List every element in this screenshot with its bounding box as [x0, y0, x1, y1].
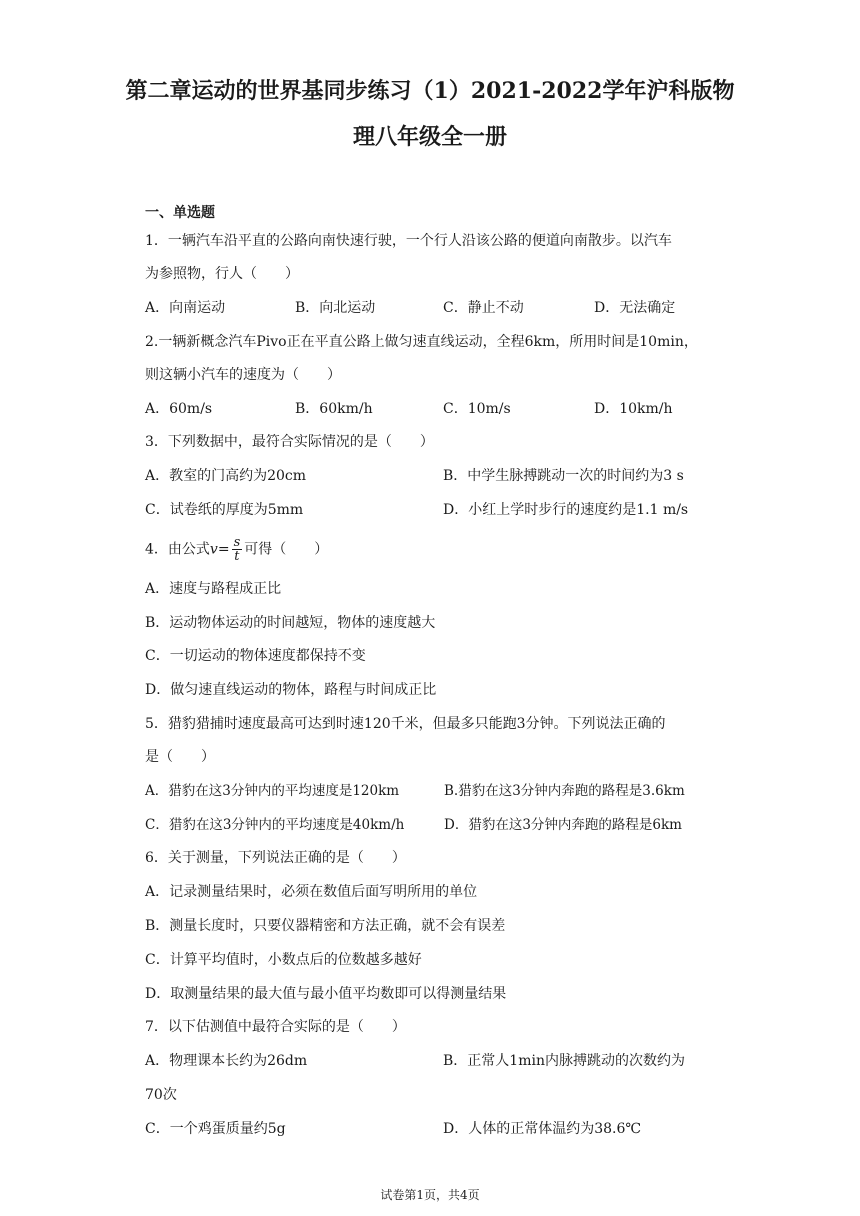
question-7-option-b: B．正常人1min内脉搏跳动的次数约为	[443, 1053, 685, 1069]
question-6-option-b: B．测量长度时，只要仪器精密和方法正确，就不会有误差	[145, 918, 506, 934]
question-3-option-b: B．中学生脉搏跳动一次的时间约为3 s	[443, 468, 684, 484]
question-5-option-a: A．猎豹在这3分钟内的平均速度是120km	[145, 783, 400, 799]
question-2-option-d: D．10km/h	[594, 401, 673, 417]
question-3-option-a: A．教室的门高约为20cm	[145, 468, 307, 484]
question-4-stem	[145, 536, 328, 563]
question-6-option-d: D．取测量结果的最大值与最小值平均数即可以得测量结果	[145, 986, 507, 1002]
question-4-prefix: 4．由公式	[145, 541, 210, 558]
question-7-option-a: A．物理课本长约为26dm	[145, 1053, 308, 1069]
section-heading: 一、单选题	[145, 205, 215, 221]
question-5-line-1: 5．猎豹猎捕时速度最高可达到时速120千米，但最多只能跑3分钟。下列说法正确的	[145, 716, 666, 732]
question-7-option-b-continued: 70次	[145, 1087, 177, 1103]
question-7-option-d: D．人体的正常体温约为38.6℃	[443, 1121, 642, 1137]
question-1-line-1: 1．一辆汽车沿平直的公路向南快速行驶，一个行人沿该公路的便道向南散步。以汽车	[145, 233, 672, 249]
formula-velocity-symbol: v	[209, 541, 218, 558]
question-4-option-c: C．一切运动的物体速度都保持不变	[145, 648, 366, 664]
question-7-option-c: C．一个鸡蛋质量约5g	[145, 1121, 286, 1137]
question-1-option-b: B．向北运动	[295, 300, 376, 316]
document-title-line-2: 理八年级全一册	[352, 124, 507, 150]
question-2-line-2: 则这辆小汽车的速度为（ ）	[145, 367, 341, 383]
question-6-option-a: A．记录测量结果时，必须在数值后面写明所用的单位	[145, 884, 478, 900]
page-footer: 试卷第1页，共4页	[380, 1188, 480, 1202]
formula-denominator: t	[234, 549, 240, 564]
question-4-option-d: D．做匀速直线运动的物体，路程与时间成正比	[145, 682, 437, 698]
formula-fraction	[232, 536, 243, 563]
question-5-option-b: B.猎豹在这3分钟内奔跑的路程是3.6km	[444, 783, 685, 799]
document-title-line-1: 第二章运动的世界基同步练习（1）2021-2022学年沪科版物	[125, 78, 735, 104]
formula-numerator: s	[233, 535, 241, 550]
question-5-option-d: D．猎豹在这3分钟内奔跑的路程是6km	[444, 817, 682, 833]
question-2-option-b: B．60km/h	[295, 401, 373, 417]
question-2-option-c: C．10m/s	[443, 401, 511, 417]
question-3-option-c: C．试卷纸的厚度为5mm	[145, 502, 304, 518]
question-3-option-d: D．小红上学时步行的速度约是1.1 m/s	[443, 502, 689, 518]
question-2-line-1: 2.一辆新概念汽车Pivo正在平直公路上做匀速直线运动，全程6km，所用时间是10min，	[145, 334, 698, 350]
question-1-option-a: A．向南运动	[145, 300, 226, 316]
question-4-option-a: A．速度与路程成正比	[145, 581, 282, 597]
question-5-line-2: 是（ ）	[145, 749, 215, 765]
question-4-suffix: 可得（ ）	[244, 541, 329, 558]
question-6-line-1: 6．关于测量，下列说法正确的是（ ）	[145, 850, 406, 866]
question-1-line-2: 为参照物，行人（ ）	[145, 266, 299, 282]
formula-equals: =	[217, 541, 230, 558]
question-5-option-c: C．猎豹在这3分钟内的平均速度是40km/h	[145, 817, 405, 833]
question-3-line-1: 3．下列数据中，最符合实际情况的是（ ）	[145, 434, 434, 450]
question-4-option-b: B．运动物体运动的时间越短，物体的速度越大	[145, 615, 436, 631]
question-7-line-1: 7．以下估测值中最符合实际的是（ ）	[145, 1019, 406, 1035]
question-1-option-c: C．静止不动	[443, 300, 524, 316]
question-2-option-a: A．60m/s	[145, 401, 213, 417]
question-6-option-c: C．计算平均值时，小数点后的位数越多越好	[145, 952, 422, 968]
question-1-option-d: D．无法确定	[594, 300, 676, 316]
